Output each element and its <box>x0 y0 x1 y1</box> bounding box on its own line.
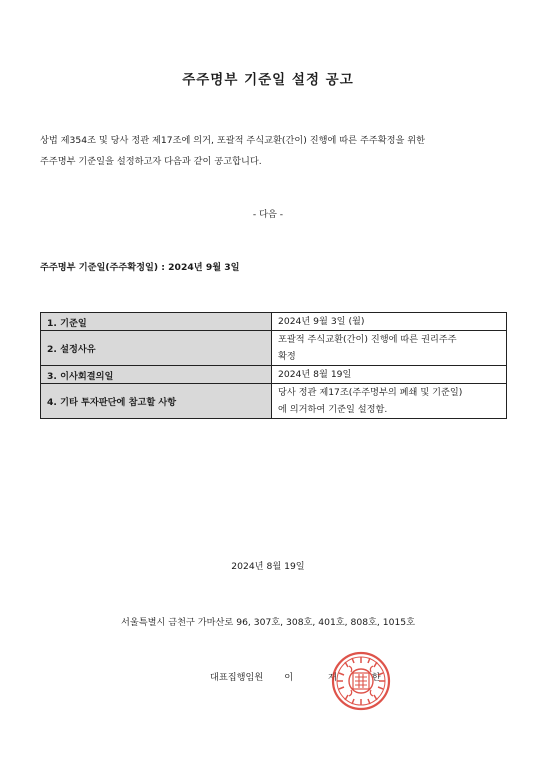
row-value <box>272 366 507 384</box>
table-row <box>41 384 507 419</box>
row-value-line: 당사 정관 제17조(주주명부의 폐쇄 및 기준일) <box>278 387 463 398</box>
row-label: 3. 이사회결의일 <box>41 366 272 384</box>
company-address: 서울특별시 금천구 가마산로 96, 307호, 308호, 401호, 808호, 1015호 <box>120 617 416 628</box>
row-label: 4. 기타 투자판단에 참고할 사항 <box>41 384 272 419</box>
next-label: - 다음 - <box>252 209 284 220</box>
intro-line: 주주명부 기준일을 설정하고자 다음과 같이 공고합니다. <box>40 156 262 167</box>
table-row <box>41 331 507 366</box>
company-seal-icon <box>331 651 391 711</box>
row-value-line: 확정 <box>278 351 296 362</box>
intro-paragraph <box>40 130 510 172</box>
row-label: 2. 설정사유 <box>41 331 272 366</box>
row-value <box>272 313 507 331</box>
row-value-line: 포괄적 주식교환(간이) 진행에 따른 권리주주 <box>278 334 457 345</box>
representative-title: 대표집행임원 <box>210 672 264 683</box>
row-label: 1. 기준일 <box>41 313 272 331</box>
row-value-line: 에 의거하여 기준일 설정함. <box>278 404 388 415</box>
row-value <box>272 331 507 366</box>
page-title: 주주명부 기준일 설정 공고 <box>182 72 354 88</box>
record-date-line: 주주명부 기준일(주주확정일) : 2024년 9월 3일 <box>40 262 240 273</box>
details-table <box>40 312 507 419</box>
table-row <box>41 313 507 331</box>
representative-name: 이 재 한 <box>284 672 397 683</box>
announcement-date: 2024년 8월 19일 <box>231 561 305 572</box>
table-row <box>41 366 507 384</box>
row-value <box>272 384 507 419</box>
row-value-line: 2024년 8월 19일 <box>278 369 352 380</box>
row-value-line: 2024년 9월 3일 (월) <box>278 316 365 327</box>
intro-line: 상법 제354조 및 당사 정관 제17조에 의거, 포괄적 주식교환(간이) 진행에 따른 주주확정을 위한 <box>40 135 425 146</box>
